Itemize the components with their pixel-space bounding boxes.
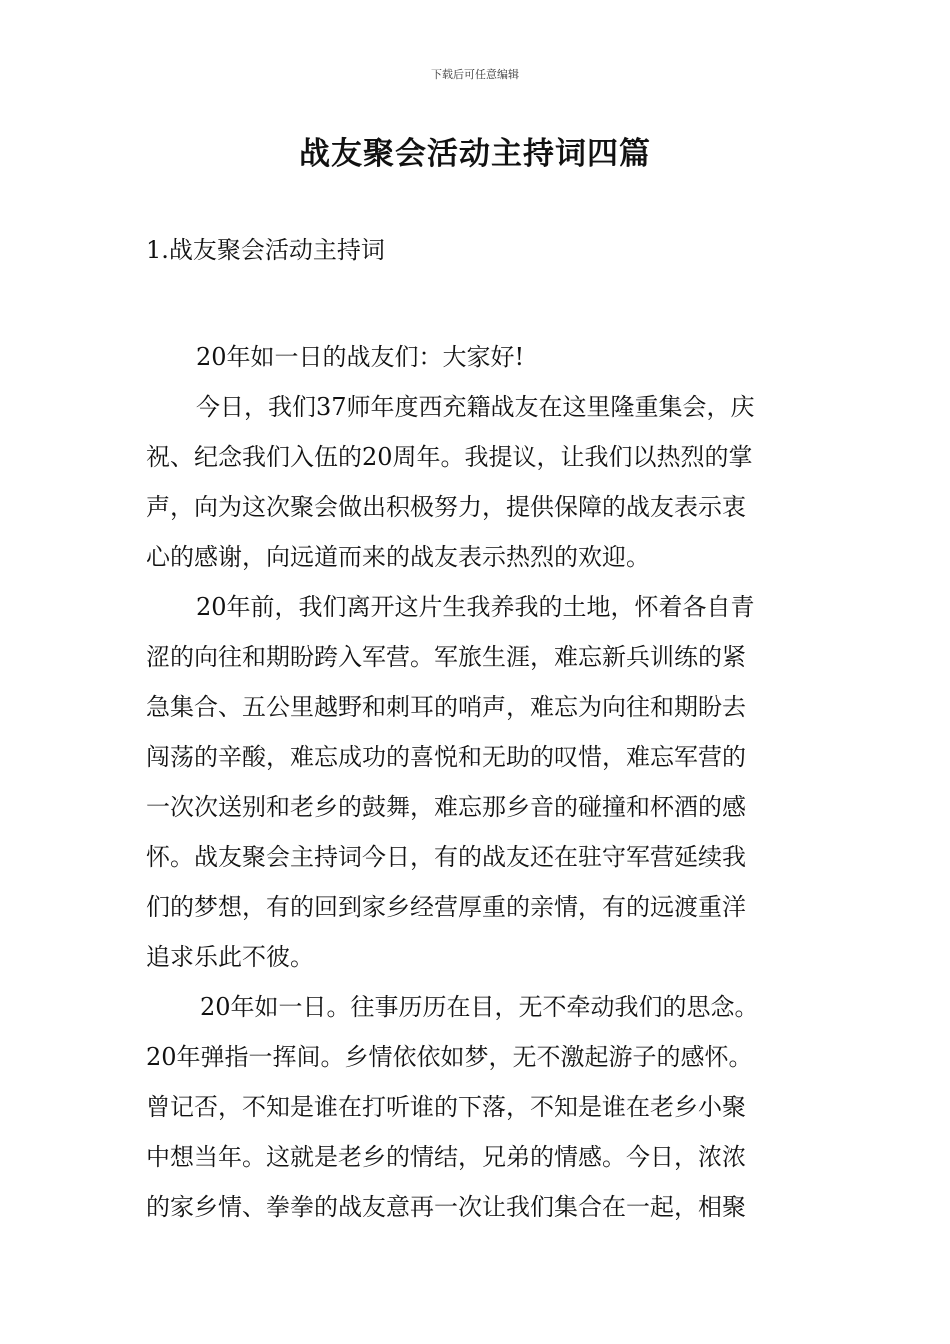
paragraph-line: 中想当年。这就是老乡的情结，兄弟的情感。今日，浓浓 — [146, 1143, 746, 1171]
paragraph-line: 20年前，我们离开这片生我养我的土地，怀着各自青 — [196, 593, 755, 621]
paragraph-line: 一次次送别和老乡的鼓舞，难忘那乡音的碰撞和杯酒的感 — [146, 793, 746, 821]
paragraph-line: 闯荡的辛酸，难忘成功的喜悦和无助的叹惜，难忘军营的 — [146, 743, 746, 771]
paragraph-line: 急集合、五公里越野和刺耳的哨声，难忘为向往和期盼去 — [146, 693, 746, 721]
paragraph-line: 祝、纪念我们入伍的20周年。我提议，让我们以热烈的掌 — [146, 443, 753, 471]
paragraph-line: 怀。战友聚会主持词今日，有的战友还在驻守军营延续我 — [146, 843, 746, 871]
paragraph-line: 今日，我们37师年度西充籍战友在这里隆重集会，庆 — [196, 393, 755, 421]
paragraph-line: 们的梦想，有的回到家乡经营厚重的亲情，有的远渡重洋 — [146, 893, 746, 921]
section-heading: 1.战友聚会活动主持词 — [146, 236, 385, 264]
paragraph-line: 20年如一日。往事历历在目，无不牵动我们的思念。 — [200, 993, 759, 1021]
paragraph-line: 涩的向往和期盼跨入军营。军旅生涯，难忘新兵训练的紧 — [146, 643, 746, 671]
paragraph-line: 声，向为这次聚会做出积极努力，提供保障的战友表示衷 — [146, 493, 746, 521]
document-title: 战友聚会活动主持词四篇 — [299, 136, 651, 172]
paragraph-line: 20年如一日的战友们：大家好! — [196, 343, 525, 371]
header-note: 下载后可任意编辑 — [431, 68, 519, 81]
paragraph-line: 曾记否，不知是谁在打听谁的下落，不知是谁在老乡小聚 — [146, 1093, 746, 1121]
paragraph-line: 追求乐此不彼。 — [146, 943, 314, 971]
paragraph-line: 的家乡情、拳拳的战友意再一次让我们集合在一起，相聚 — [146, 1193, 746, 1221]
paragraph-line: 心的感谢，向远道而来的战友表示热烈的欢迎。 — [146, 543, 650, 571]
paragraph-line: 20年弹指一挥间。乡情依依如梦，无不激起游子的感怀。 — [146, 1043, 753, 1071]
body-text — [146, 332, 846, 1232]
